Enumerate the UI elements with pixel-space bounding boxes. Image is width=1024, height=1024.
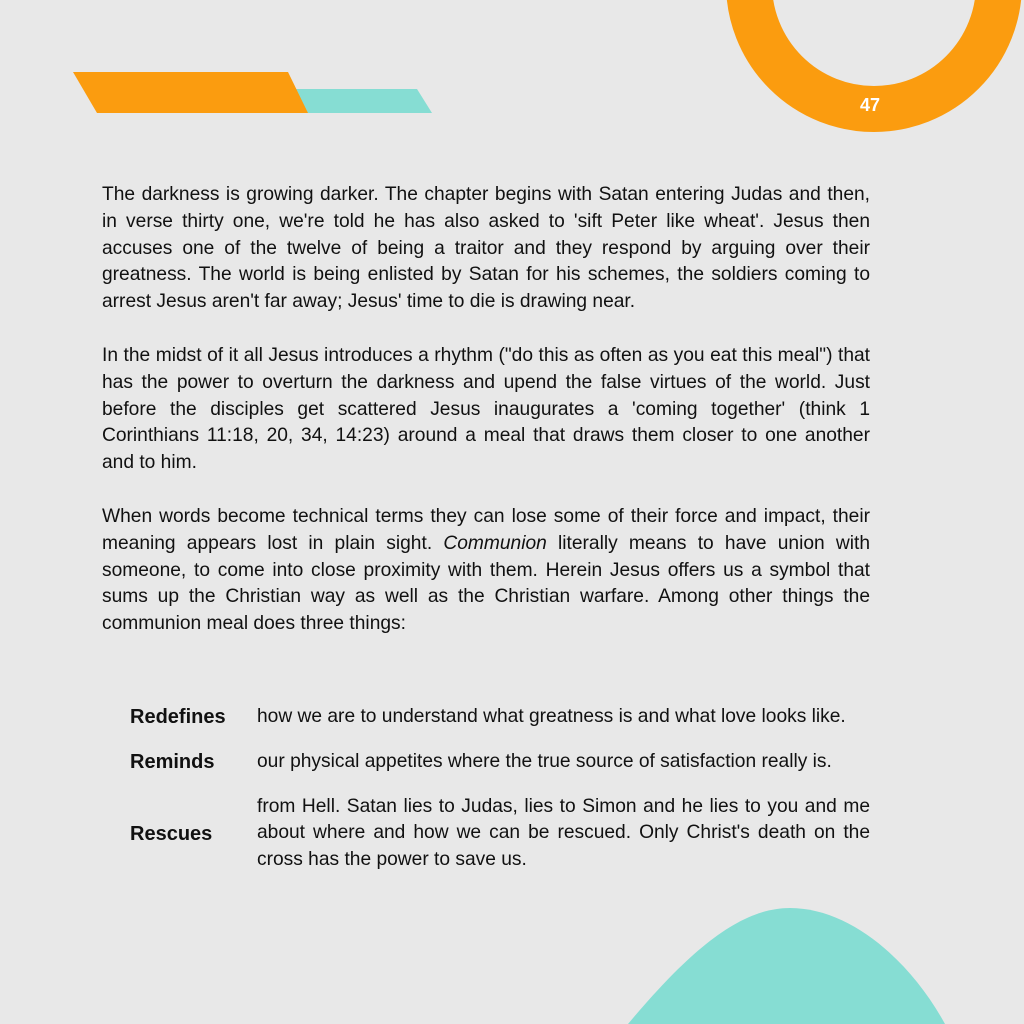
list-term-redefines: Redefines: [130, 706, 226, 729]
list-description: how we are to understand what greatness is and what love looks like.: [257, 706, 846, 727]
list-item: [130, 704, 870, 731]
list-term-reminds: Reminds: [130, 751, 215, 774]
list-term-rescues: Rescues: [130, 822, 213, 845]
paragraph-3: [102, 504, 870, 638]
paragraph-2: In the midst of it all Jesus introduces a rhythm ("do this as often as you eat this meal") that has the power to overturn the darkness and upend the false virtues of the world. Just before the disciples get scattered Jesus inaugurates a 'coming together' (think 1 Corinthians 11:18, 20, 34, 14:23) around a meal that draws them closer to one another and to him.: [102, 344, 870, 474]
paragraph-3-emphasis: Communion: [443, 532, 547, 554]
list-description: from Hell. Satan lies to Judas, lies to Simon and he lies to you and me about where and how we can be rescued. Only Christ's death on the cross has the power to save us.: [257, 795, 870, 871]
paragraph-3-before: When words become technical terms they can lose some of their force and impact, their meaning appears lost in plain sight.: [102, 505, 870, 554]
list-item: [130, 749, 870, 776]
page-number: 47: [859, 95, 881, 115]
main-content: [102, 182, 870, 665]
paragraph-3-after: literally means to have union with someone, to come into close proximity with them. Herein Jesus offers us a symbol that sums up the Christian way as well as the Christian warfare. Among other things the communion meal does three things:: [102, 532, 871, 635]
teal-hill-shape: [628, 908, 945, 1024]
paragraph-1: The darkness is growing darker. The chapter begins with Satan entering Judas and then, in verse thirty one, we're told he has also asked to 'sift Peter like wheat'. Jesus then accuses one of the twelve of being a traitor and they respond by arguing over their greatness. The world is being enlisted by Satan for his schemes, the soldiers coming to arrest Jesus aren't far away; Jesus' time to die is drawing near.: [102, 184, 870, 313]
list-item: [130, 794, 870, 874]
list-description: our physical appetites where the true source of satisfaction really is.: [257, 750, 832, 772]
communion-list: [130, 704, 870, 892]
